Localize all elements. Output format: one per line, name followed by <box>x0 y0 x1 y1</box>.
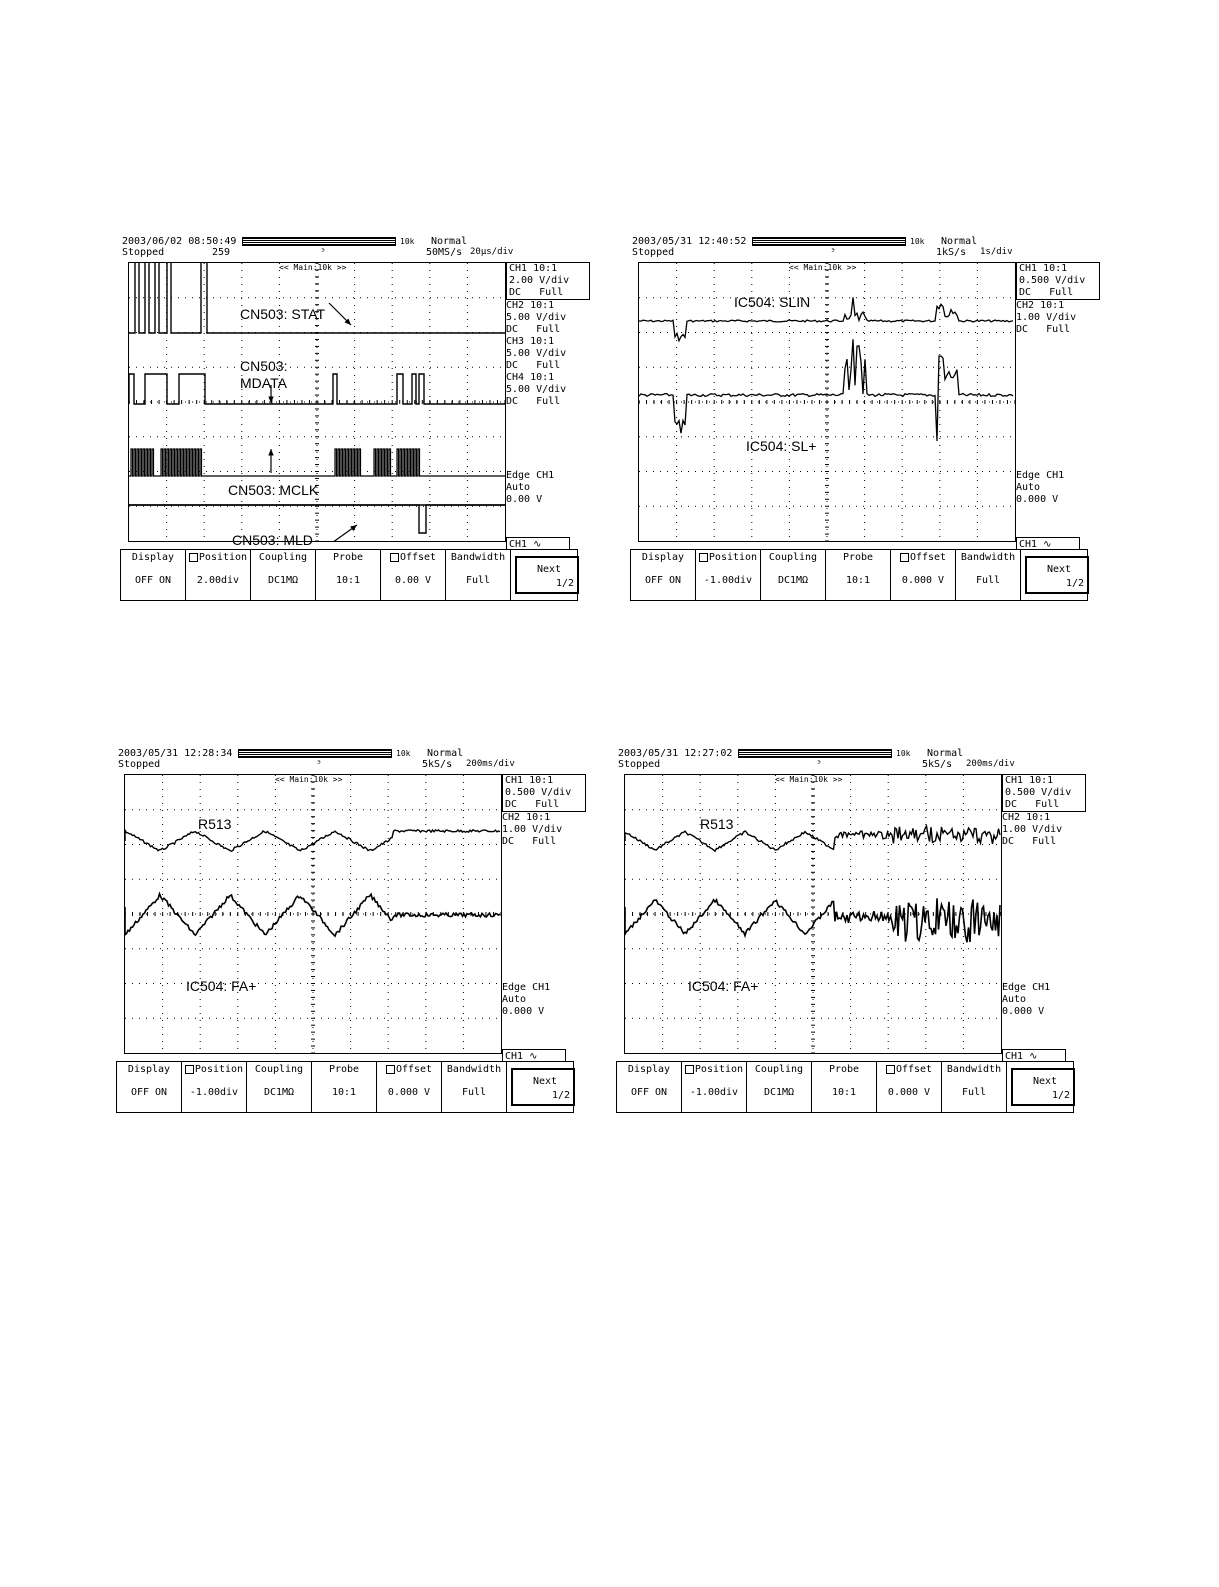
arrow-head-icon <box>350 525 357 531</box>
soft-menu <box>630 549 1088 601</box>
record-length: 10k <box>396 749 411 758</box>
menu-button-display[interactable] <box>617 1062 682 1112</box>
channel-group <box>1016 262 1100 300</box>
record-length: 10k <box>896 749 911 758</box>
menu-button-title: Position <box>694 1064 744 1075</box>
channel-group <box>506 300 590 408</box>
signal-annotation: R513 <box>700 816 734 832</box>
trigger-mode: Normal <box>431 236 468 247</box>
soft-menu <box>116 1061 574 1113</box>
status-header <box>616 748 1086 774</box>
menu-button-title: Position <box>198 552 248 563</box>
mld-trace <box>129 505 505 533</box>
knob-icon <box>390 553 399 562</box>
channel-setting-line: DC Full <box>505 799 560 810</box>
menu-button-value: 10:1 <box>831 1087 857 1098</box>
menu-button-value: Full <box>961 1087 987 1098</box>
slplus-trace <box>639 339 1013 441</box>
trigger-marker-icon: ᵌ <box>316 759 323 770</box>
menu-button-title: Next <box>537 564 562 575</box>
datetime: 2003/05/31 12:27:02 <box>618 748 733 759</box>
channel-setting-line: CH2 10:1 <box>502 812 551 823</box>
channel-setting-line: CH4 10:1 <box>506 372 555 383</box>
trigger-setting-line: Auto <box>1016 482 1041 493</box>
menu-button-bandwidth[interactable] <box>956 550 1021 600</box>
acq-status: Stopped <box>118 759 161 770</box>
menu-button-coupling[interactable] <box>761 550 826 600</box>
trigger-mode: Normal <box>941 236 978 247</box>
menu-button-coupling[interactable] <box>251 550 316 600</box>
channel-group <box>506 262 590 300</box>
channel-settings <box>502 774 586 1074</box>
menu-button-value: -1.00div <box>189 1087 239 1098</box>
channel-setting-line: 0.500 V/div <box>505 787 572 798</box>
waveform-icon: ∿ <box>1043 539 1052 550</box>
menu-button-title: Bandwidth <box>960 552 1016 563</box>
oscilloscope-capture <box>116 748 586 1118</box>
trigger-settings <box>502 982 586 1018</box>
channel-setting-line: CH1 10:1 <box>505 775 554 786</box>
channel-setting-line: DC Full <box>506 360 561 371</box>
trigger-marker-icon: ᵌ <box>320 247 327 258</box>
menu-button-title: Position <box>194 1064 244 1075</box>
channel-setting-line: DC Full <box>1019 287 1074 298</box>
menu-button-value: DC1MΩ <box>763 1087 795 1098</box>
menu-button-value: DC1MΩ <box>263 1087 295 1098</box>
menu-button-title: Display <box>627 1064 671 1075</box>
channel-group <box>502 774 586 812</box>
trigger-setting-line: Auto <box>502 994 527 1005</box>
menu-button-title: Next <box>1047 564 1072 575</box>
channel-setting-line: DC Full <box>502 836 557 847</box>
menu-button-title: Next <box>1033 1076 1058 1087</box>
waveform-plot <box>125 775 501 1053</box>
trigger-setting-line: 0.00 V <box>506 494 543 505</box>
waveform-plot <box>625 775 1001 1053</box>
trigger-setting-line: 0.000 V <box>502 1006 545 1017</box>
menu-button-probe[interactable] <box>826 550 891 600</box>
menu-button-value: 2.00div <box>196 575 240 586</box>
trigger-setting-line: Edge CH1 <box>506 470 555 481</box>
menu-button-bandwidth[interactable] <box>942 1062 1007 1112</box>
menu-button-title: Next <box>533 1076 558 1087</box>
channel-setting-line: CH2 10:1 <box>1016 300 1065 311</box>
menu-button-offset[interactable] <box>891 550 956 600</box>
menu-button-title: Bandwidth <box>446 1064 502 1075</box>
acq-status: Stopped <box>618 759 661 770</box>
signal-annotation: IC504: SLIN <box>734 294 811 310</box>
record-position-bar <box>738 749 892 758</box>
menu-button-title: Display <box>641 552 685 563</box>
channel-setting-line: CH2 10:1 <box>506 300 555 311</box>
menu-button-position[interactable] <box>182 1062 247 1112</box>
zoom-label: << Main:10k >> <box>775 775 843 784</box>
trigger-setting-line: Edge CH1 <box>502 982 551 993</box>
trigger-settings <box>1016 470 1100 506</box>
time-per-div: 1s/div <box>980 247 1013 257</box>
channel-indicator-label: CH1 <box>505 1051 524 1062</box>
knob-icon <box>886 1065 895 1074</box>
menu-button-display[interactable] <box>631 550 696 600</box>
signal-annotation: CN503: STAT <box>240 306 326 322</box>
menu-button-next[interactable] <box>1011 1068 1075 1106</box>
signal-annotation: IC504: FA+ <box>186 978 257 994</box>
waveform-screen <box>124 774 502 1054</box>
trigger-marker-icon: ᵌ <box>830 247 837 258</box>
menu-button-value: 0.000 V <box>887 1087 931 1098</box>
menu-button-value: 10:1 <box>335 575 361 586</box>
menu-button-value: 0.000 V <box>387 1087 431 1098</box>
menu-button-value: 1/2 <box>1051 1090 1070 1101</box>
knob-icon <box>699 553 708 562</box>
trigger-setting-line: Edge CH1 <box>1002 982 1051 993</box>
oscilloscope-capture <box>120 236 590 606</box>
zoom-label: << Main:10k >> <box>789 263 857 272</box>
signal-annotation: IC504: SL+ <box>746 438 817 454</box>
knob-icon <box>900 553 909 562</box>
menu-button-value: -1.00div <box>703 575 753 586</box>
channel-setting-line: 2.00 V/div <box>509 275 570 286</box>
menu-button-value: Full <box>461 1087 487 1098</box>
menu-button-probe[interactable] <box>312 1062 377 1112</box>
menu-button-title: Offset <box>909 552 947 563</box>
menu-button-value: DC1MΩ <box>777 575 809 586</box>
menu-button-title: Coupling <box>258 552 308 563</box>
sample-rate: 1kS/s <box>936 247 967 258</box>
datetime: 2003/05/31 12:28:34 <box>118 748 233 759</box>
channel-setting-line: DC Full <box>1005 799 1060 810</box>
signal-annotation: CN503: MDATA <box>240 358 288 391</box>
menu-button-title: Bandwidth <box>946 1064 1002 1075</box>
channel-settings <box>506 262 590 562</box>
channel-setting-line: 5.00 V/div <box>506 312 567 323</box>
record-position-bar <box>242 237 396 246</box>
menu-button-title: Offset <box>399 552 437 563</box>
trigger-setting-line: Auto <box>1002 994 1027 1005</box>
acq-count: 259 <box>212 247 231 258</box>
channel-setting-line: DC Full <box>509 287 564 298</box>
menu-button-title: Bandwidth <box>450 552 506 563</box>
waveform-screen <box>624 774 1002 1054</box>
sample-rate: 5kS/s <box>422 759 453 770</box>
menu-button-next[interactable] <box>1025 556 1089 594</box>
waveform-screen <box>128 262 506 542</box>
record-length: 10k <box>910 237 925 246</box>
menu-button-display[interactable] <box>117 1062 182 1112</box>
menu-button-title: Offset <box>895 1064 933 1075</box>
menu-button-title: Probe <box>842 552 874 563</box>
trigger-setting-line: 0.000 V <box>1016 494 1059 505</box>
knob-icon <box>189 553 198 562</box>
waveform-icon: ∿ <box>529 1051 538 1062</box>
record-length: 10k <box>400 237 415 246</box>
channel-group <box>1002 812 1086 848</box>
knob-icon <box>185 1065 194 1074</box>
menu-button-coupling[interactable] <box>247 1062 312 1112</box>
channel-setting-line: CH1 10:1 <box>1005 775 1054 786</box>
menu-button-next[interactable] <box>515 556 579 594</box>
channel-setting-line: CH2 10:1 <box>1002 812 1051 823</box>
trigger-settings <box>506 470 590 506</box>
knob-icon <box>685 1065 694 1074</box>
soft-menu <box>120 549 578 601</box>
zoom-label: << Main:10k >> <box>275 775 343 784</box>
record-position-bar <box>752 237 906 246</box>
trigger-setting-line: Auto <box>506 482 531 493</box>
menu-button-value: Full <box>975 575 1001 586</box>
menu-button-probe[interactable] <box>812 1062 877 1112</box>
menu-button-value: 0.000 V <box>901 575 945 586</box>
channel-setting-line: 1.00 V/div <box>1016 312 1077 323</box>
menu-button-value: Full <box>465 575 491 586</box>
menu-button-value: 1/2 <box>1065 578 1084 589</box>
menu-button-title: Display <box>127 1064 171 1075</box>
channel-settings <box>1002 774 1086 1074</box>
menu-button-offset[interactable] <box>877 1062 942 1112</box>
menu-button-value: OFF ON <box>644 575 682 586</box>
trigger-settings <box>1002 982 1086 1018</box>
sample-rate: 5kS/s <box>922 759 953 770</box>
menu-button-title: Position <box>708 552 758 563</box>
record-position-bar <box>238 749 392 758</box>
channel-setting-line: 0.500 V/div <box>1005 787 1072 798</box>
signal-annotation: IC504: FA+ <box>688 978 759 994</box>
trigger-setting-line: Edge CH1 <box>1016 470 1065 481</box>
menu-button-title: Probe <box>828 1064 860 1075</box>
datetime: 2003/05/31 12:40:52 <box>632 236 747 247</box>
menu-button-title: Display <box>131 552 175 563</box>
waveform-plot <box>639 263 1015 541</box>
status-header <box>116 748 586 774</box>
channel-indicator-label: CH1 <box>1005 1051 1024 1062</box>
channel-setting-line: 5.00 V/div <box>506 384 567 395</box>
menu-button-title: Probe <box>332 552 364 563</box>
menu-button-title: Coupling <box>754 1064 804 1075</box>
menu-button-title: Offset <box>395 1064 433 1075</box>
menu-button-value: DC1MΩ <box>267 575 299 586</box>
menu-button-position[interactable] <box>186 550 251 600</box>
menu-button-value: 0.00 V <box>394 575 432 586</box>
trigger-marker-icon: ᵌ <box>816 759 823 770</box>
datetime: 2003/06/02 08:50:49 <box>122 236 237 247</box>
menu-button-value: 1/2 <box>551 1090 570 1101</box>
acq-status: Stopped <box>632 247 675 258</box>
menu-button-next[interactable] <box>511 1068 575 1106</box>
menu-button-position[interactable] <box>696 550 761 600</box>
sample-rate: 50MS/s <box>426 247 463 258</box>
channel-setting-line: CH3 10:1 <box>506 336 555 347</box>
status-header <box>120 236 590 262</box>
menu-button-offset[interactable] <box>381 550 446 600</box>
menu-button-offset[interactable] <box>377 1062 442 1112</box>
channel-setting-line: DC Full <box>506 396 561 407</box>
channel-group <box>502 812 586 848</box>
menu-button-value: OFF ON <box>630 1087 668 1098</box>
menu-button-value: 1/2 <box>555 578 574 589</box>
oscilloscope-capture <box>630 236 1100 606</box>
menu-button-display[interactable] <box>121 550 186 600</box>
channel-setting-line: 5.00 V/div <box>506 348 567 359</box>
knob-icon <box>386 1065 395 1074</box>
waveform-icon: ∿ <box>533 539 542 550</box>
menu-button-value: 10:1 <box>845 575 871 586</box>
menu-button-value: 10:1 <box>331 1087 357 1098</box>
channel-indicator-label: CH1 <box>509 539 528 550</box>
menu-button-title: Coupling <box>254 1064 304 1075</box>
menu-button-coupling[interactable] <box>747 1062 812 1112</box>
time-per-div: 200ms/div <box>966 759 1015 769</box>
acq-status: Stopped <box>122 247 165 258</box>
channel-setting-line: DC Full <box>506 324 561 335</box>
menu-button-value: OFF ON <box>134 575 172 586</box>
channel-group <box>1016 300 1100 336</box>
trigger-mode: Normal <box>927 748 964 759</box>
channel-setting-line: DC Full <box>1016 324 1071 335</box>
signal-annotation: CN503: MCLK <box>228 482 319 498</box>
channel-group <box>1002 774 1086 812</box>
menu-button-value: OFF ON <box>130 1087 168 1098</box>
soft-menu <box>616 1061 1074 1113</box>
time-per-div: 200ms/div <box>466 759 515 769</box>
signal-annotation: R513 <box>198 816 232 832</box>
trigger-mode: Normal <box>427 748 464 759</box>
channel-settings <box>1016 262 1100 562</box>
channel-setting-line: DC Full <box>1002 836 1057 847</box>
channel-setting-line: 1.00 V/div <box>502 824 563 835</box>
waveform-icon: ∿ <box>1029 1051 1038 1062</box>
signal-annotation: CN503: MLD <box>232 532 313 548</box>
waveform-plot <box>129 263 505 541</box>
menu-button-value: -1.00div <box>689 1087 739 1098</box>
waveform-screen <box>638 262 1016 542</box>
arrow-head-icon <box>268 449 273 455</box>
status-header <box>630 236 1100 262</box>
zoom-label: << Main:10k >> <box>279 263 347 272</box>
menu-button-title: Probe <box>328 1064 360 1075</box>
fa-plus-trace <box>625 898 1000 942</box>
menu-button-position[interactable] <box>682 1062 747 1112</box>
channel-setting-line: CH1 10:1 <box>1019 263 1068 274</box>
channel-indicator-label: CH1 <box>1019 539 1038 550</box>
channel-setting-line: 1.00 V/div <box>1002 824 1063 835</box>
trigger-setting-line: 0.000 V <box>1002 1006 1045 1017</box>
menu-button-probe[interactable] <box>316 550 381 600</box>
menu-button-bandwidth[interactable] <box>446 550 511 600</box>
channel-setting-line: 0.500 V/div <box>1019 275 1086 286</box>
oscilloscope-capture <box>616 748 1086 1118</box>
time-per-div: 20µs/div <box>470 247 514 257</box>
channel-setting-line: CH1 10:1 <box>509 263 558 274</box>
menu-button-bandwidth[interactable] <box>442 1062 507 1112</box>
menu-button-title: Coupling <box>768 552 818 563</box>
r513-trace <box>125 830 500 851</box>
